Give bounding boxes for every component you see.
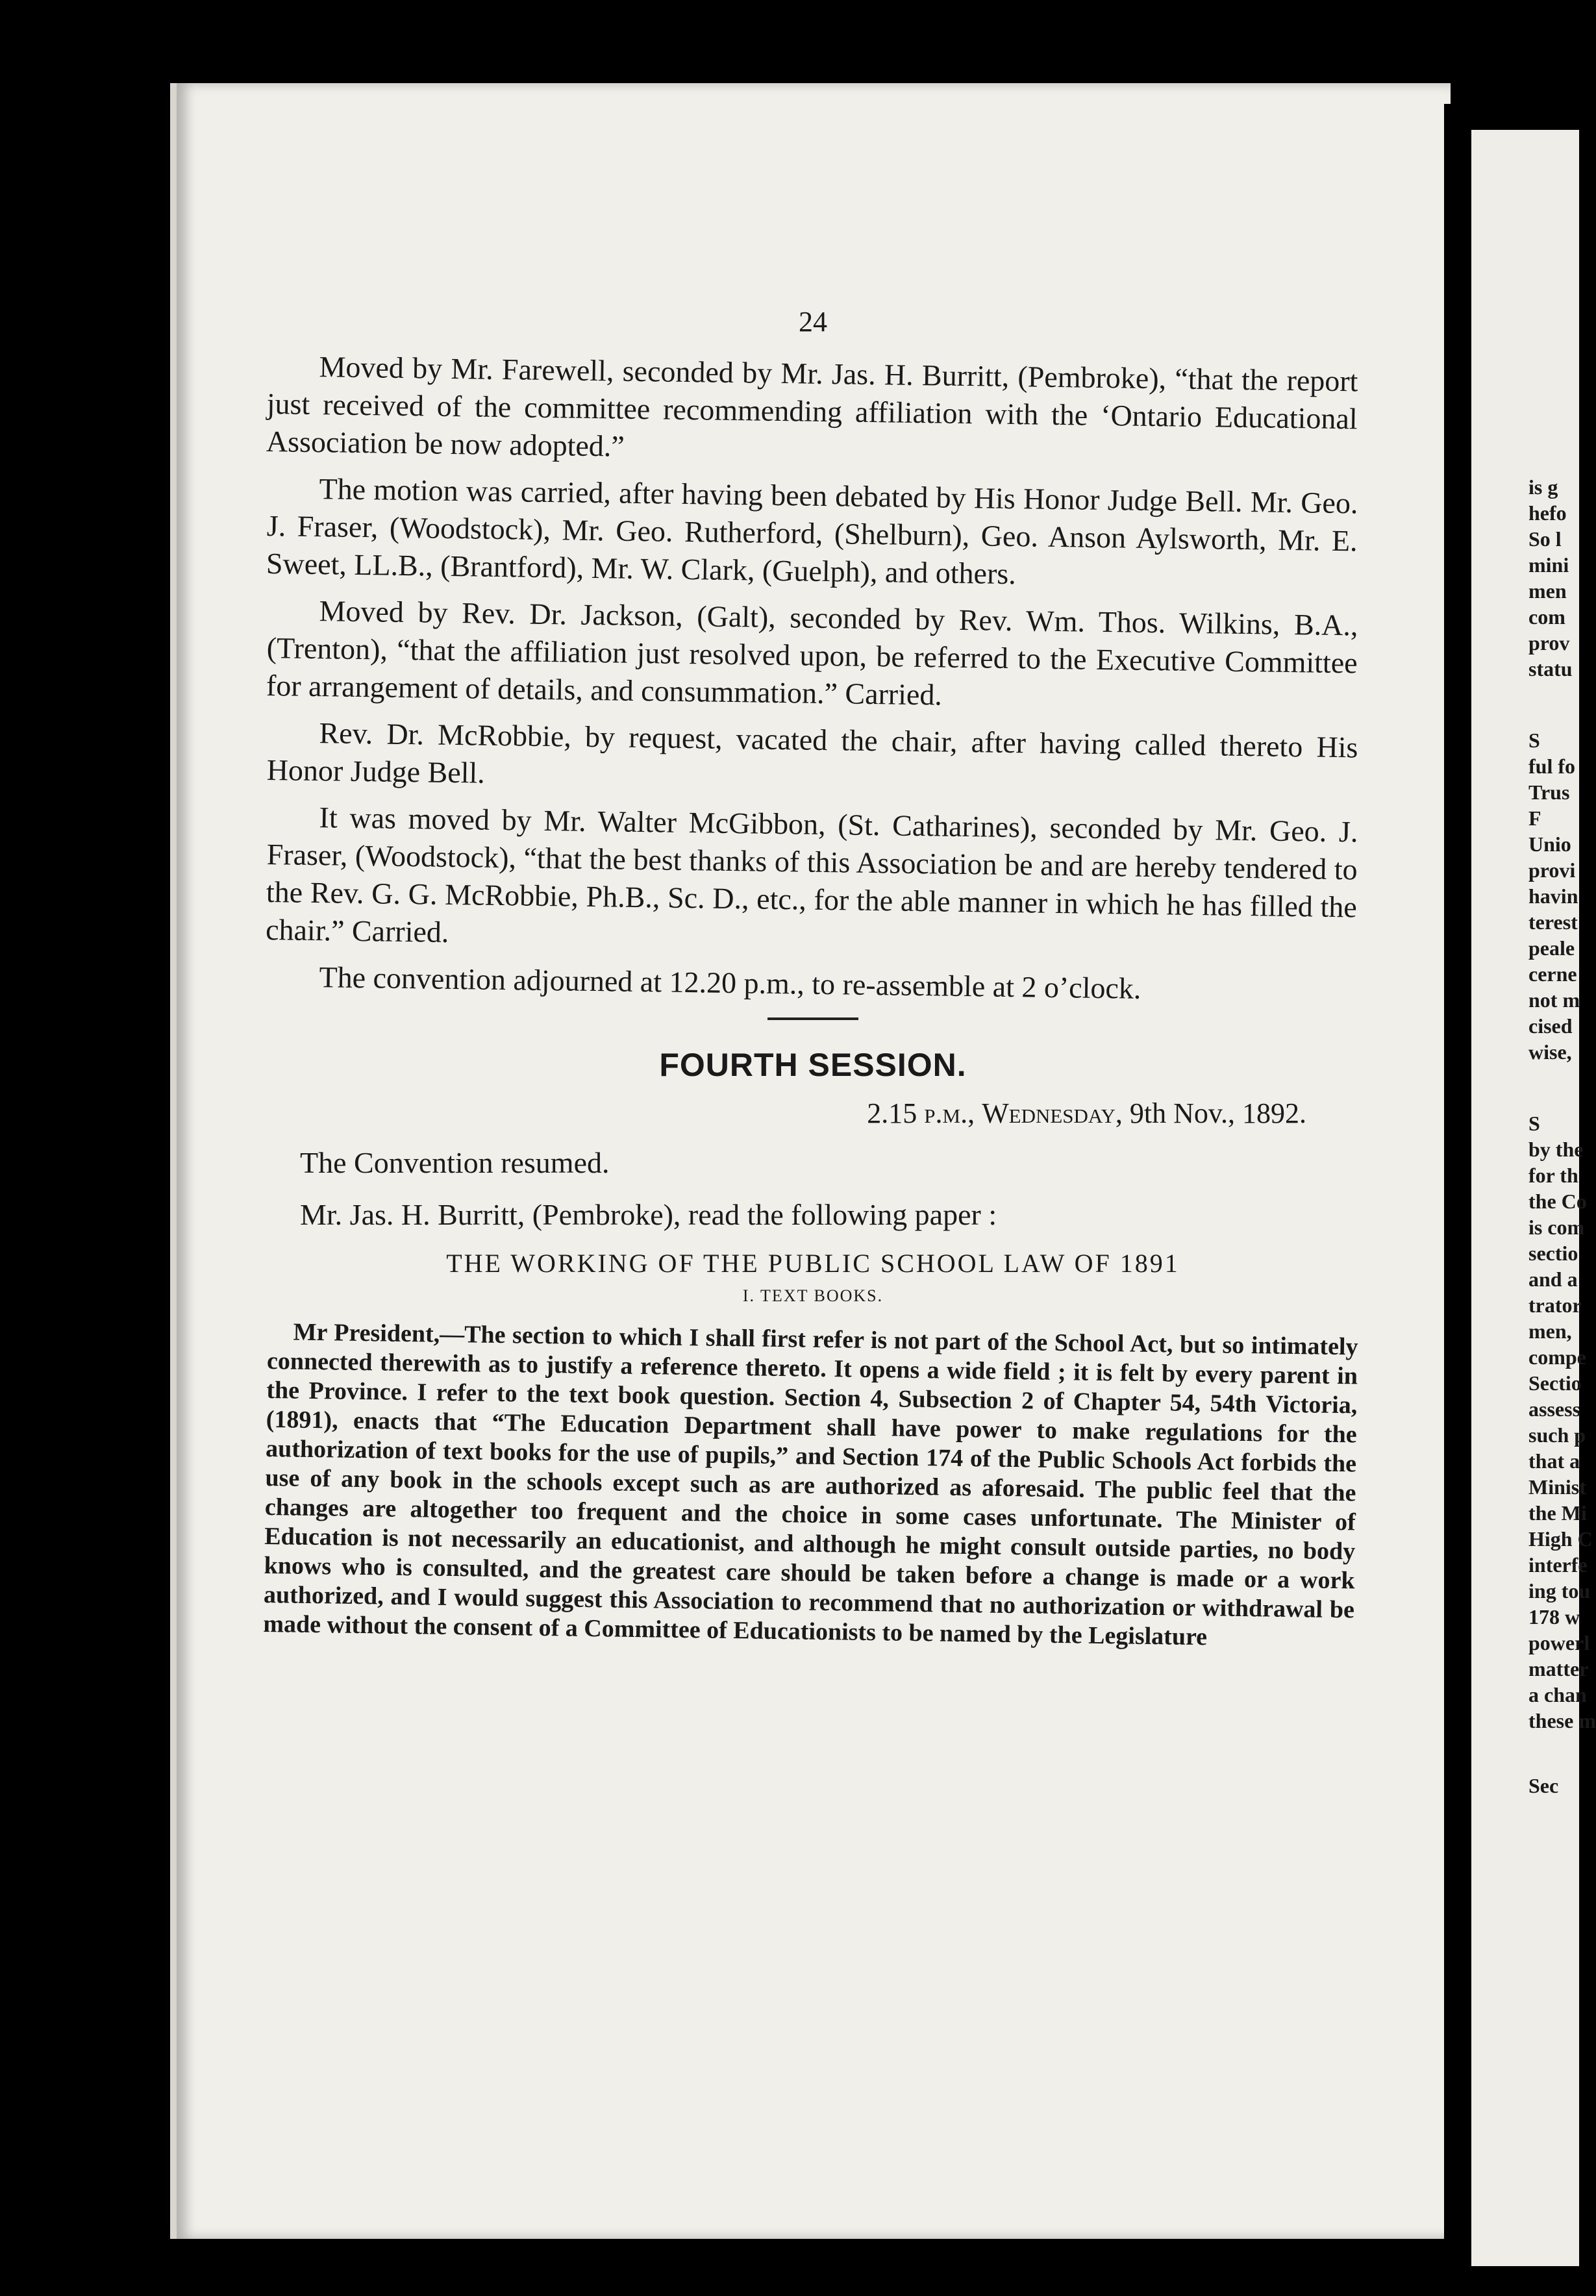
fragment-line: not m	[1528, 988, 1580, 1012]
fragment-line: F	[1528, 806, 1541, 830]
fragment-line: that a	[1528, 1449, 1580, 1473]
reader-line: Mr. Jas. H. Burritt, (Pembroke), read the following paper :	[300, 1198, 997, 1231]
left-page-content	[263, 305, 1358, 1651]
fragment-line: ful fo	[1528, 755, 1575, 778]
fragment-line: com	[1528, 605, 1565, 629]
fragment-line: statu	[1528, 657, 1573, 680]
fragment-line: is com	[1528, 1216, 1585, 1239]
fragment-line: these m	[1528, 1709, 1596, 1732]
fragment-line: wise,	[1528, 1040, 1572, 1064]
fragment-line: Trus	[1528, 780, 1570, 804]
fragment-line: hefo	[1528, 501, 1567, 525]
fragment-line: the Mi	[1528, 1501, 1587, 1525]
fragment-line: by the	[1528, 1138, 1584, 1161]
right-page-fragments	[1528, 474, 1596, 1799]
fragment-line: S	[1528, 729, 1540, 752]
fragment-line: provi	[1528, 858, 1576, 882]
dateline-day: Wednesday,	[982, 1097, 1123, 1129]
paragraph-motion-jackson: Moved by Rev. Dr. Jackson, (Galt), seconded by Rev. Wm. Thos. Wilkins, B.A., (Trenton), “that the affiliation just resolved upon, be referred to the Executive Committee for arrangement of details, and consummation.” Carried.	[266, 594, 1358, 712]
fragment-line: ing tou	[1528, 1579, 1591, 1603]
fragment-line: cised	[1528, 1014, 1573, 1038]
fragment-line: is g	[1528, 475, 1558, 499]
fragment-line: Sec	[1528, 1774, 1559, 1797]
fragment-line: such p	[1528, 1423, 1586, 1447]
fragment-line: powerl	[1528, 1631, 1590, 1654]
paragraph-thanks-motion: It was moved by Mr. Walter McGibbon, (St. Catharines), seconded by Mr. Geo. J. Fraser, (Woodstock), “that the best thanks of this Association be and are hereby tendered to the Rev. G. G. McRobbie, Ph.B., Sc. D., etc., for the able manner in which he has filled the chair.” Carried.	[265, 801, 1358, 949]
convention-resumed: The Convention resumed.	[300, 1146, 610, 1179]
fragment-line: trator	[1528, 1293, 1582, 1317]
fragment-line: Unio	[1528, 832, 1571, 856]
fragment-line: the Co	[1528, 1190, 1587, 1213]
fragment-line: a chan	[1528, 1683, 1587, 1706]
fragment-line: sectio	[1528, 1242, 1578, 1265]
fragment-line: assess	[1528, 1397, 1581, 1421]
fragment-line: So l	[1528, 527, 1562, 551]
fragment-line: for th	[1528, 1164, 1578, 1187]
session-heading: FOURTH SESSION.	[659, 1047, 967, 1083]
fragment-line: havin	[1528, 884, 1578, 908]
fragment-line: High C	[1528, 1527, 1593, 1551]
fragment-line: Sectio	[1528, 1371, 1582, 1395]
fragment-line: interfe	[1528, 1553, 1588, 1577]
fragment-line: and a	[1528, 1267, 1578, 1291]
fragment-line: cerne	[1528, 962, 1577, 986]
fragment-line: peale	[1528, 936, 1575, 960]
paragraph-adjourned: The convention adjourned at 12.20 p.m., to re-assemble at 2 o’clock.	[319, 960, 1141, 1005]
fragment-line: 178 w	[1528, 1605, 1580, 1628]
fragment-line: prov	[1528, 631, 1570, 655]
fragment-line: men	[1528, 579, 1567, 603]
fragment-line: mini	[1528, 553, 1569, 577]
book-gutter	[1444, 104, 1471, 2247]
fragment-line: compe	[1528, 1345, 1586, 1369]
paper-title: THE WORKING OF THE PUBLIC SCHOOL LAW OF 1891	[446, 1249, 1180, 1278]
fragment-line: matter	[1528, 1657, 1589, 1680]
fragment-line: S	[1528, 1112, 1540, 1135]
right-page	[1471, 130, 1596, 2266]
section-divider	[767, 1017, 858, 1020]
paragraph-motion-farewell: Moved by Mr. Farewell, seconded by Mr. Jas. H. Burritt, (Pembroke), “that the report just received of the committee recommending affiliation with the ‘Ontario Educational Association be now adopted.”	[266, 350, 1358, 463]
fragment-line: terest	[1528, 910, 1578, 934]
fragment-line: men,	[1528, 1319, 1572, 1343]
paragraph-chair-vacated: Rev. Dr. McRobbie, by request, vacated the chair, after having called thereto His Honor Judge Bell.	[266, 716, 1358, 790]
session-dateline	[268, 1097, 1358, 1130]
fragment-line: Minist	[1528, 1475, 1586, 1499]
paper-subtitle: I. TEXT BOOKS.	[742, 1286, 884, 1305]
dateline-date: 9th Nov., 1892.	[1129, 1097, 1306, 1129]
paper-body-text: Mr President,—The section to which I shall first refer is not part of the School Act, but so intimately connected therewith as to justify a reference thereto. It opens a wide field ; it is felt by every parent in the Province. I refer to the text book question. Section 4, Subsection 2 of Chapter 54, 54th Victoria, (1891), enacts that “The Education Department shall have power to make regulations for the authorization of text books for the use of pupils,” and Section 174 of the Public Schools Act forbids the use of any book in the schools except such as are authorized as aforesaid. The public feel that the changes are altogether too frequent and the choice in some cases unfortunate. The Minister of Education is not necessarily an educationist, and although he might consult outside parties, no body knows who is consulted, and the greatest care should be taken before a change is made or a work authorized, and I would suggest this Association to recommend that no authorization or withdrawal be made without the consent of a Committee of Educationists to be named by the Legislature	[263, 1318, 1358, 1651]
paragraph-motion-carried: The motion was carried, after having been debated by His Honor Judge Bell. Mr. Geo. J. Fraser, (Woodstock), Mr. Geo. Rutherford, (Shelburn), Geo. Anson Aylsworth, Mr. E. Sweet, LL.B., (Brantford), Mr. W. Clark, (Guelph), and others.	[266, 472, 1358, 591]
dateline-time: 2.15 p.m.,	[867, 1097, 975, 1129]
page-number: 24	[799, 306, 827, 338]
